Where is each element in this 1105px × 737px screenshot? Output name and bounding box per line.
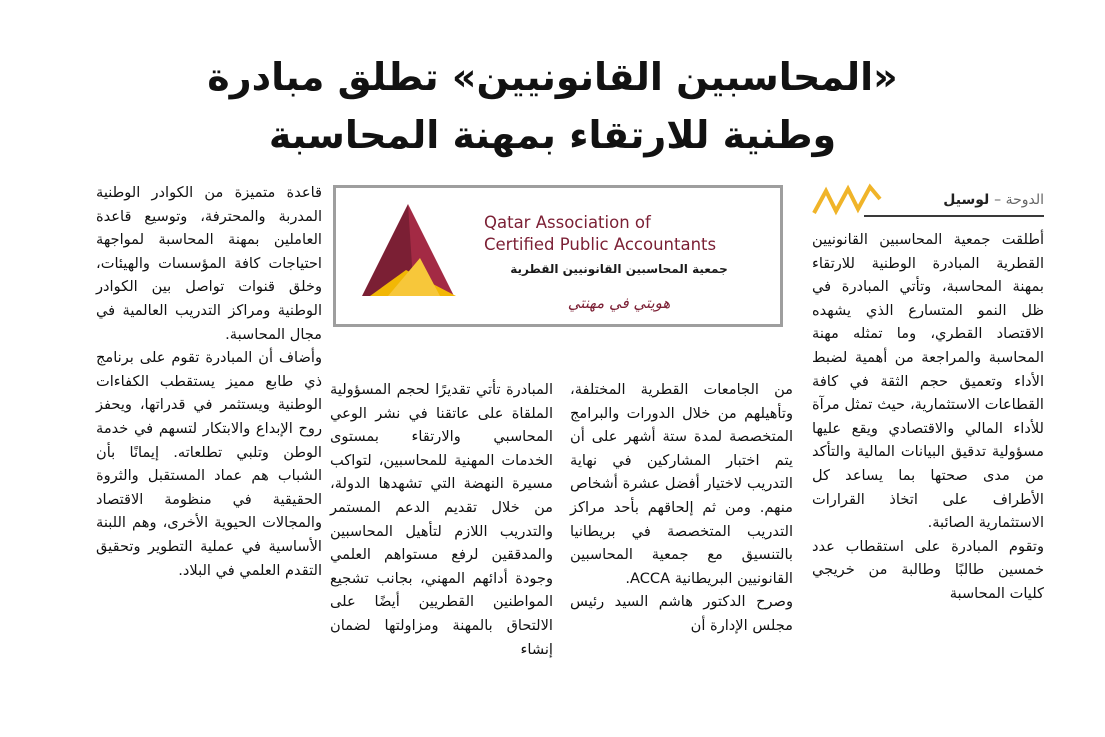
article-column-2	[570, 378, 793, 638]
logo-english-line-1: Qatar Association of	[484, 213, 651, 232]
logo-english-name	[484, 212, 774, 256]
qacpa-logo-icon	[358, 200, 458, 300]
article-headline	[150, 48, 955, 164]
byline-rule	[864, 215, 1044, 217]
byline-city: الدوحة –	[994, 192, 1044, 208]
headline-line-2: وطنية للارتقاء بمهنة المحاسبة	[268, 113, 837, 157]
headline-line-1: «المحاسبين القانونيين» تطلق مبادرة	[207, 55, 898, 99]
article-paragraph: وتقوم المبادرة على استقطاب عدد خمسين طالبًا وطالبة من خريجي كليات المحاسبة	[812, 537, 1044, 602]
logo-arabic-name: جمعية المحاسبين القانونيين القطرية	[510, 262, 728, 276]
article-paragraph: وصرح الدكتور هاشم السيد رئيس مجلس الإدارة أن	[570, 593, 793, 634]
logo-tagline: هويتي في مهنتي	[567, 294, 671, 312]
article-paragraph: من الجامعات القطرية المختلفة، وتأهيلهم من خلال الدورات والبرامج المتخصصة لمدة ستة أشهر على أن يتم اختبار المشاركين في نهاية التدريب لاختيار أفضل عشرة أشخاص منهم. ومن ثم إلحاقهم بأحد مراكز التدريب المتخصصة في بريطانيا بالتنسيق مع جمعية المحاسبين القانونيين البريطانية ACCA.	[570, 381, 793, 587]
byline-text	[943, 189, 1044, 211]
publication-zigzag-icon	[812, 183, 882, 217]
article-column-1	[812, 228, 1044, 606]
association-logo-panel	[333, 185, 783, 327]
article-column-3	[330, 378, 553, 661]
article-paragraph: أطلقت جمعية المحاسبين القانونيين القطرية المبادرة الوطنية للارتقاء بمهنة المحاسبة، وتأتي المبادرة في ظل النمو المتسارع الذي يشهده الاقتصاد القطري، وما تمثله مهنة المحاسبة والمراجعة من أهمية لضبط الأداء وتعميق حجم الثقة في كافة القطاعات الاستثمارية، حيث تمثل مرآة للأداء المالي والاقتصادي ويقع عليها مسؤولية تدقيق البيانات المالية والتأكد من مدى صحتها بما يساعد كل الأطراف على اتخاذ القرارات الاستثمارية الصائبة.	[812, 231, 1044, 532]
logo-english-line-2: Certified Public Accountants	[484, 235, 717, 254]
article-paragraph: المبادرة تأتي تقديرًا لحجم المسؤولية الملقاة على عاتقنا في نشر الوعي المحاسبي والارتقاء بمستوى الخدمات المهنية للمحاسبين، لتواكب مسيرة النهضة التي تشهدها الدولة، من خلال تقديم الدعم المستمر والتدريب اللازم لتأهيل المحاسبين والمدققين لرفع مستواهم العلمي وجودة أدائهم المهني، بجانب تشجيع المواطنين القطريين أيضًا على الالتحاق بالمهنة ومزاولتها لضمان إنشاء	[330, 381, 553, 658]
article-paragraph: قاعدة متميزة من الكوادر الوطنية المدربة والمحترفة، وتوسيع قاعدة العاملين بمهنة المحاسبة لمواجهة احتياجات كافة المؤسسات والهيئات، وخلق قنوات تواصل بين الكوادر الوطنية ومراكز التدريب العالمية في مجال المحاسبة.	[96, 184, 322, 343]
article-column-4	[96, 181, 322, 582]
article-paragraph: وأضاف أن المبادرة تقوم على برنامج ذي طابع مميز يستقطب الكفاءات الوطنية ويستثمر في قدراتها، ويحفز روح الإبداع والابتكار لتسهم في خدمة الوطن وتلبي تطلعاته. إيمانًا بأن الشباب هم عماد المستقبل والثروة الحقيقية في منظومة الاقتصاد والمجالات الحيوية الأخرى، وهم اللبنة الأساسية في عملية التطوير وتحقيق التقدم العلمي في البلاد.	[96, 349, 322, 579]
byline-source: لوسيل	[943, 192, 990, 208]
byline	[812, 183, 1044, 217]
